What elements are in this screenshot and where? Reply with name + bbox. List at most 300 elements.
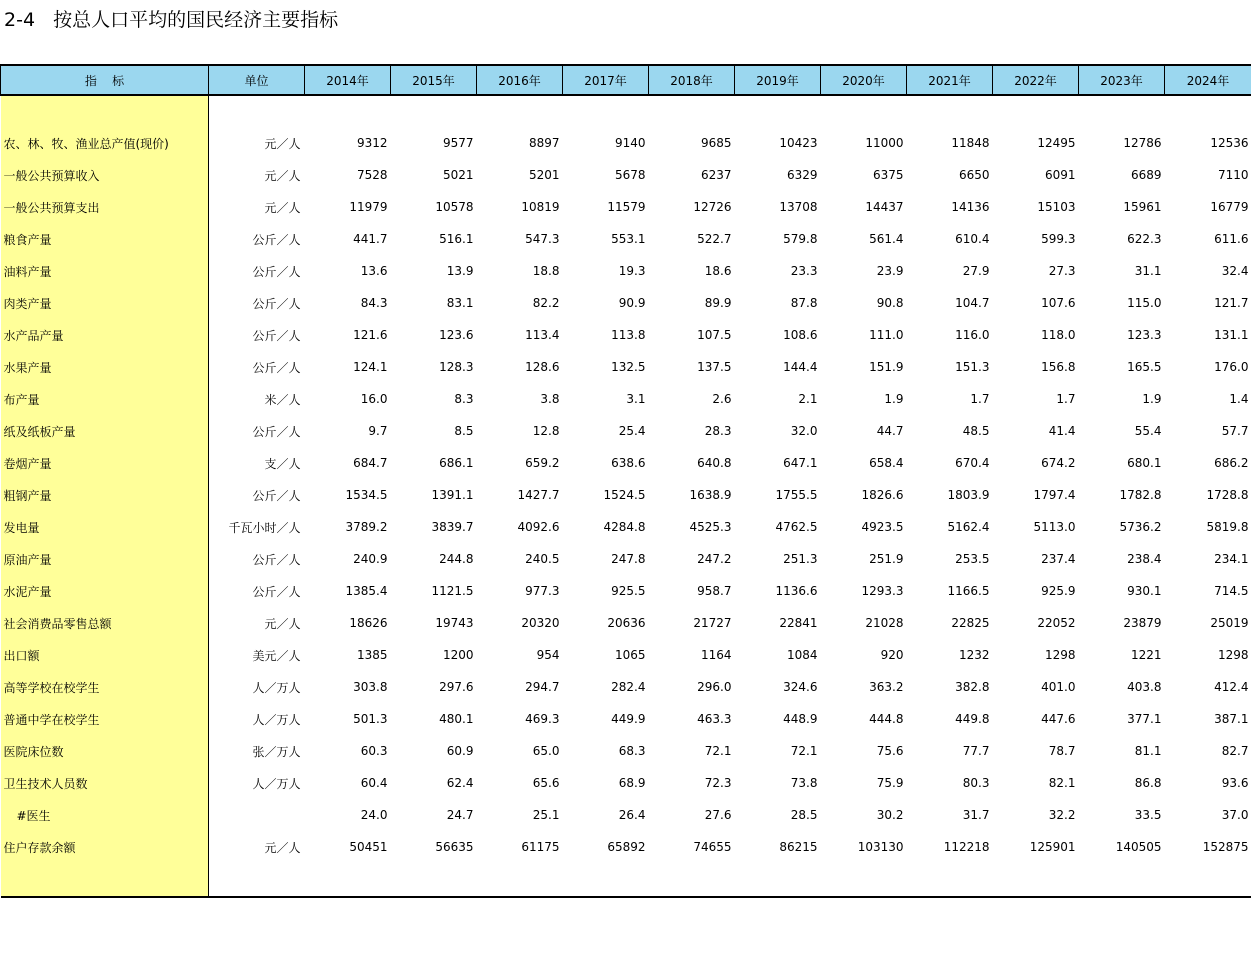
value-cell: 123.6 xyxy=(439,328,474,342)
value-cell: 1.7 xyxy=(1056,392,1076,406)
value-cell: 156.8 xyxy=(1041,360,1076,374)
value-cell: 61175 xyxy=(521,840,560,854)
value-cell: 65892 xyxy=(607,840,646,854)
value-cell: 1221 xyxy=(1130,648,1162,662)
indicator-unit: 元／人 xyxy=(264,136,301,151)
value-cell: 48.5 xyxy=(962,424,990,438)
value-cell: 60.9 xyxy=(446,744,474,758)
value-cell: 113.8 xyxy=(611,328,646,342)
value-cell: 57.7 xyxy=(1221,424,1249,438)
value-cell: 16.0 xyxy=(360,392,388,406)
value-cell: 647.1 xyxy=(783,456,818,470)
value-cell: 9577 xyxy=(442,136,474,150)
table-row xyxy=(1,639,1251,671)
value-cell: 23.3 xyxy=(790,264,818,278)
value-cell: 68.3 xyxy=(618,744,646,758)
value-cell: 253.5 xyxy=(955,552,990,566)
value-cell: 20320 xyxy=(521,616,560,630)
indicator-name: 肉类产量 xyxy=(1,287,209,319)
header-year: 2022年 xyxy=(993,65,1079,95)
value-cell: 610.4 xyxy=(955,232,990,246)
value-cell: 1803.9 xyxy=(947,488,990,502)
value-cell: 9.7 xyxy=(368,424,388,438)
value-cell: 32.2 xyxy=(1048,808,1076,822)
indicator-unit: 公斤／人 xyxy=(252,232,301,247)
value-cell: 9140 xyxy=(614,136,646,150)
value-cell: 73.8 xyxy=(790,776,818,790)
value-cell: 128.6 xyxy=(525,360,560,374)
value-cell: 9685 xyxy=(700,136,732,150)
value-cell: 25.4 xyxy=(618,424,646,438)
value-cell: 2.6 xyxy=(712,392,732,406)
value-cell: 107.6 xyxy=(1041,296,1076,310)
value-cell: 240.5 xyxy=(525,552,560,566)
value-cell: 444.8 xyxy=(869,712,904,726)
value-cell: 447.6 xyxy=(1041,712,1076,726)
value-cell: 247.2 xyxy=(697,552,732,566)
indicator-name: 粮食产量 xyxy=(1,223,209,255)
value-cell: 72.1 xyxy=(790,744,818,758)
table-body xyxy=(1,95,1251,897)
value-cell: 658.4 xyxy=(869,456,904,470)
value-cell: 81.1 xyxy=(1134,744,1162,758)
table-row xyxy=(1,351,1251,383)
value-cell: 77.7 xyxy=(962,744,990,758)
indicator-table xyxy=(0,64,1251,898)
table-row xyxy=(1,383,1251,415)
indicator-name: #医生 xyxy=(1,799,209,831)
value-cell: 60.3 xyxy=(360,744,388,758)
value-cell: 449.8 xyxy=(955,712,990,726)
indicator-name: 纸及纸板产量 xyxy=(1,415,209,447)
value-cell: 640.8 xyxy=(697,456,732,470)
value-cell: 1298 xyxy=(1044,648,1076,662)
indicator-unit: 人／万人 xyxy=(252,776,301,791)
indicator-name: 原油产量 xyxy=(1,543,209,575)
value-cell: 137.5 xyxy=(697,360,732,374)
value-cell: 21028 xyxy=(865,616,904,630)
value-cell: 90.8 xyxy=(876,296,904,310)
value-cell: 151.9 xyxy=(869,360,904,374)
value-cell: 12495 xyxy=(1037,136,1076,150)
value-cell: 680.1 xyxy=(1127,456,1162,470)
value-cell: 2.1 xyxy=(798,392,818,406)
value-cell: 132.5 xyxy=(611,360,646,374)
value-cell: 1427.7 xyxy=(517,488,560,502)
value-cell: 56635 xyxy=(435,840,474,854)
table-header-row xyxy=(1,65,1251,95)
header-year: 2016年 xyxy=(477,65,563,95)
spacer-cell xyxy=(1,863,209,897)
indicator-unit: 人／万人 xyxy=(252,680,301,695)
value-cell: 686.1 xyxy=(439,456,474,470)
value-cell: 1.7 xyxy=(970,392,990,406)
value-cell: 1.9 xyxy=(1142,392,1162,406)
value-cell: 14136 xyxy=(951,200,990,214)
value-cell: 125901 xyxy=(1029,840,1076,854)
value-cell: 15103 xyxy=(1037,200,1076,214)
value-cell: 251.9 xyxy=(869,552,904,566)
value-cell: 108.6 xyxy=(783,328,818,342)
value-cell: 547.3 xyxy=(525,232,560,246)
table-row xyxy=(1,287,1251,319)
value-cell: 33.5 xyxy=(1134,808,1162,822)
table-row xyxy=(1,735,1251,767)
header-year: 2019年 xyxy=(735,65,821,95)
value-cell: 27.9 xyxy=(962,264,990,278)
value-cell: 72.3 xyxy=(704,776,732,790)
value-cell: 522.7 xyxy=(697,232,732,246)
value-cell: 1797.4 xyxy=(1033,488,1076,502)
value-cell: 234.1 xyxy=(1214,552,1249,566)
value-cell: 1755.5 xyxy=(775,488,818,502)
value-cell: 8.3 xyxy=(454,392,474,406)
value-cell: 60.4 xyxy=(360,776,388,790)
value-cell: 28.5 xyxy=(790,808,818,822)
header-year: 2020年 xyxy=(821,65,907,95)
value-cell: 251.3 xyxy=(783,552,818,566)
value-cell: 6237 xyxy=(700,168,732,182)
value-cell: 7110 xyxy=(1217,168,1249,182)
value-cell: 1232 xyxy=(958,648,990,662)
value-cell: 4923.5 xyxy=(861,520,904,534)
value-cell: 31.7 xyxy=(962,808,990,822)
value-cell: 686.2 xyxy=(1214,456,1249,470)
value-cell: 659.2 xyxy=(525,456,560,470)
value-cell: 1200 xyxy=(442,648,474,662)
value-cell: 123.3 xyxy=(1127,328,1162,342)
value-cell: 3.1 xyxy=(626,392,646,406)
value-cell: 10423 xyxy=(779,136,818,150)
value-cell: 1385 xyxy=(356,648,388,662)
page-title: 2-4 按总人口平均的国民经济主要指标 xyxy=(4,9,339,31)
table-row xyxy=(1,447,1251,479)
value-cell: 131.1 xyxy=(1214,328,1249,342)
value-cell: 401.0 xyxy=(1041,680,1076,694)
value-cell: 16779 xyxy=(1210,200,1249,214)
value-cell: 387.1 xyxy=(1214,712,1249,726)
value-cell: 5162.4 xyxy=(947,520,990,534)
value-cell: 118.0 xyxy=(1041,328,1076,342)
table-row xyxy=(1,831,1251,863)
value-cell: 5021 xyxy=(442,168,474,182)
value-cell: 12.8 xyxy=(532,424,560,438)
table-row xyxy=(1,767,1251,799)
value-cell: 1385.4 xyxy=(345,584,388,598)
header-year: 2015年 xyxy=(391,65,477,95)
table-row xyxy=(1,415,1251,447)
value-cell: 86.8 xyxy=(1134,776,1162,790)
value-cell: 18626 xyxy=(349,616,388,630)
value-cell: 977.3 xyxy=(525,584,560,598)
value-cell: 20636 xyxy=(607,616,646,630)
value-cell: 62.4 xyxy=(446,776,474,790)
value-cell: 115.0 xyxy=(1127,296,1162,310)
value-cell: 24.7 xyxy=(446,808,474,822)
value-cell: 10578 xyxy=(435,200,474,214)
value-cell: 84.3 xyxy=(360,296,388,310)
value-cell: 89.9 xyxy=(704,296,732,310)
value-cell: 151.3 xyxy=(955,360,990,374)
value-cell: 82.7 xyxy=(1221,744,1249,758)
value-cell: 65.0 xyxy=(532,744,560,758)
value-cell: 480.1 xyxy=(439,712,474,726)
value-cell: 13708 xyxy=(779,200,818,214)
indicator-name: 一般公共预算收入 xyxy=(1,159,209,191)
table-row xyxy=(1,607,1251,639)
value-cell: 11848 xyxy=(951,136,990,150)
header-unit: 单位 xyxy=(209,65,305,95)
table-row xyxy=(1,511,1251,543)
value-cell: 6375 xyxy=(872,168,904,182)
header-year: 2018年 xyxy=(649,65,735,95)
value-cell: 74655 xyxy=(693,840,732,854)
indicator-unit: 公斤／人 xyxy=(252,424,301,439)
value-cell: 240.9 xyxy=(353,552,388,566)
value-cell: 22052 xyxy=(1037,616,1076,630)
value-cell: 113.4 xyxy=(525,328,560,342)
value-cell: 86215 xyxy=(779,840,818,854)
indicator-unit xyxy=(209,799,305,831)
indicator-unit: 元／人 xyxy=(264,200,301,215)
value-cell: 3.8 xyxy=(540,392,560,406)
value-cell: 448.9 xyxy=(783,712,818,726)
indicator-name: 社会消费品零售总额 xyxy=(1,607,209,639)
indicator-name: 医院床位数 xyxy=(1,735,209,767)
value-cell: 1.4 xyxy=(1229,392,1249,406)
value-cell: 377.1 xyxy=(1127,712,1162,726)
value-cell: 441.7 xyxy=(353,232,388,246)
value-cell: 3839.7 xyxy=(431,520,474,534)
value-cell: 31.1 xyxy=(1134,264,1162,278)
value-cell: 9312 xyxy=(356,136,388,150)
value-cell: 599.3 xyxy=(1041,232,1076,246)
table-row xyxy=(1,319,1251,351)
spacer-cell xyxy=(1,95,209,127)
value-cell: 26.4 xyxy=(618,808,646,822)
value-cell: 1166.5 xyxy=(947,584,990,598)
value-cell: 1298 xyxy=(1217,648,1249,662)
header-indicator: 指 标 xyxy=(1,65,209,95)
value-cell: 21727 xyxy=(693,616,732,630)
value-cell: 5201 xyxy=(528,168,560,182)
value-cell: 6689 xyxy=(1130,168,1162,182)
value-cell: 8.5 xyxy=(454,424,474,438)
indicator-unit: 元／人 xyxy=(264,616,301,631)
indicator-name: 油料产量 xyxy=(1,255,209,287)
value-cell: 124.1 xyxy=(353,360,388,374)
value-cell: 121.7 xyxy=(1214,296,1249,310)
value-cell: 449.9 xyxy=(611,712,646,726)
indicator-name: 高等学校在校学生 xyxy=(1,671,209,703)
table-row xyxy=(1,191,1251,223)
value-cell: 41.4 xyxy=(1048,424,1076,438)
value-cell: 72.1 xyxy=(704,744,732,758)
value-cell: 1638.9 xyxy=(689,488,732,502)
value-cell: 25019 xyxy=(1210,616,1249,630)
value-cell: 32.0 xyxy=(790,424,818,438)
value-cell: 8897 xyxy=(528,136,560,150)
value-cell: 11979 xyxy=(349,200,388,214)
value-cell: 65.6 xyxy=(532,776,560,790)
value-cell: 412.4 xyxy=(1214,680,1249,694)
value-cell: 622.3 xyxy=(1127,232,1162,246)
indicator-unit: 公斤／人 xyxy=(252,488,301,503)
value-cell: 324.6 xyxy=(783,680,818,694)
value-cell: 561.4 xyxy=(869,232,904,246)
value-cell: 4284.8 xyxy=(603,520,646,534)
indicator-unit: 美元／人 xyxy=(252,648,301,663)
header-year: 2014年 xyxy=(305,65,391,95)
table-row xyxy=(1,127,1251,159)
value-cell: 5819.8 xyxy=(1206,520,1249,534)
spacer-cell xyxy=(209,863,1251,897)
value-cell: 165.5 xyxy=(1127,360,1162,374)
value-cell: 176.0 xyxy=(1214,360,1249,374)
value-cell: 247.8 xyxy=(611,552,646,566)
table-row xyxy=(1,543,1251,575)
header-year: 2023年 xyxy=(1079,65,1165,95)
table-row xyxy=(1,159,1251,191)
value-cell: 116.0 xyxy=(955,328,990,342)
header-year: 2024年 xyxy=(1165,65,1251,95)
value-cell: 23.9 xyxy=(876,264,904,278)
indicator-name: 水产品产量 xyxy=(1,319,209,351)
value-cell: 1084 xyxy=(786,648,818,662)
value-cell: 140505 xyxy=(1115,840,1162,854)
value-cell: 55.4 xyxy=(1134,424,1162,438)
value-cell: 297.6 xyxy=(439,680,474,694)
value-cell: 670.4 xyxy=(955,456,990,470)
indicator-name: 布产量 xyxy=(1,383,209,415)
value-cell: 1065 xyxy=(614,648,646,662)
value-cell: 303.8 xyxy=(353,680,388,694)
value-cell: 103130 xyxy=(857,840,904,854)
indicator-name: 卫生技术人员数 xyxy=(1,767,209,799)
indicator-name: 普通中学在校学生 xyxy=(1,703,209,735)
value-cell: 87.8 xyxy=(790,296,818,310)
value-cell: 50451 xyxy=(349,840,388,854)
table-row xyxy=(1,575,1251,607)
indicator-unit: 千瓦小时／人 xyxy=(228,520,301,535)
value-cell: 674.2 xyxy=(1041,456,1076,470)
value-cell: 1.9 xyxy=(884,392,904,406)
value-cell: 6329 xyxy=(786,168,818,182)
value-cell: 1136.6 xyxy=(775,584,818,598)
value-cell: 10819 xyxy=(521,200,560,214)
value-cell: 6091 xyxy=(1044,168,1076,182)
value-cell: 128.3 xyxy=(439,360,474,374)
value-cell: 7528 xyxy=(356,168,388,182)
header-year: 2017年 xyxy=(563,65,649,95)
value-cell: 24.0 xyxy=(360,808,388,822)
value-cell: 107.5 xyxy=(697,328,732,342)
table-row xyxy=(1,671,1251,703)
value-cell: 13.9 xyxy=(446,264,474,278)
value-cell: 638.6 xyxy=(611,456,646,470)
value-cell: 1728.8 xyxy=(1206,488,1249,502)
value-cell: 501.3 xyxy=(353,712,388,726)
value-cell: 112218 xyxy=(943,840,990,854)
value-cell: 37.0 xyxy=(1221,808,1249,822)
indicator-name: 农、林、牧、渔业总产值(现价) xyxy=(1,127,209,159)
value-cell: 237.4 xyxy=(1041,552,1076,566)
indicator-unit: 公斤／人 xyxy=(252,552,301,567)
indicator-unit: 支／人 xyxy=(264,456,301,471)
table-row xyxy=(1,223,1251,255)
value-cell: 244.8 xyxy=(439,552,474,566)
value-cell: 14437 xyxy=(865,200,904,214)
value-cell: 90.9 xyxy=(618,296,646,310)
value-cell: 714.5 xyxy=(1214,584,1249,598)
value-cell: 22825 xyxy=(951,616,990,630)
value-cell: 82.2 xyxy=(532,296,560,310)
indicator-unit: 人／万人 xyxy=(252,712,301,727)
value-cell: 93.6 xyxy=(1221,776,1249,790)
value-cell: 1534.5 xyxy=(345,488,388,502)
value-cell: 294.7 xyxy=(525,680,560,694)
value-cell: 954 xyxy=(536,648,560,662)
value-cell: 12726 xyxy=(693,200,732,214)
value-cell: 75.9 xyxy=(876,776,904,790)
indicator-name: 粗钢产量 xyxy=(1,479,209,511)
value-cell: 104.7 xyxy=(955,296,990,310)
indicator-name: 住户存款余额 xyxy=(1,831,209,863)
indicator-unit: 张／万人 xyxy=(252,744,301,759)
value-cell: 5736.2 xyxy=(1119,520,1162,534)
indicator-name: 出口额 xyxy=(1,639,209,671)
value-cell: 516.1 xyxy=(439,232,474,246)
value-cell: 28.3 xyxy=(704,424,732,438)
table-row xyxy=(1,703,1251,735)
value-cell: 925.9 xyxy=(1041,584,1076,598)
value-cell: 1293.3 xyxy=(861,584,904,598)
value-cell: 13.6 xyxy=(360,264,388,278)
value-cell: 1782.8 xyxy=(1119,488,1162,502)
value-cell: 920 xyxy=(880,648,904,662)
value-cell: 611.6 xyxy=(1214,232,1249,246)
value-cell: 32.4 xyxy=(1221,264,1249,278)
value-cell: 82.1 xyxy=(1048,776,1076,790)
value-cell: 3789.2 xyxy=(345,520,388,534)
value-cell: 44.7 xyxy=(876,424,904,438)
indicator-name: 水果产量 xyxy=(1,351,209,383)
spacer-cell xyxy=(209,95,1251,127)
value-cell: 4525.3 xyxy=(689,520,732,534)
indicator-name: 水泥产量 xyxy=(1,575,209,607)
value-cell: 463.3 xyxy=(697,712,732,726)
value-cell: 6650 xyxy=(958,168,990,182)
value-cell: 553.1 xyxy=(611,232,646,246)
value-cell: 579.8 xyxy=(783,232,818,246)
indicator-name: 一般公共预算支出 xyxy=(1,191,209,223)
value-cell: 1826.6 xyxy=(861,488,904,502)
value-cell: 30.2 xyxy=(876,808,904,822)
value-cell: 27.6 xyxy=(704,808,732,822)
table-row xyxy=(1,479,1251,511)
value-cell: 5113.0 xyxy=(1033,520,1076,534)
value-cell: 1164 xyxy=(700,648,732,662)
indicator-unit: 元／人 xyxy=(264,168,301,183)
value-cell: 23879 xyxy=(1123,616,1162,630)
value-cell: 1391.1 xyxy=(431,488,474,502)
value-cell: 80.3 xyxy=(962,776,990,790)
value-cell: 469.3 xyxy=(525,712,560,726)
value-cell: 78.7 xyxy=(1048,744,1076,758)
value-cell: 296.0 xyxy=(697,680,732,694)
value-cell: 12536 xyxy=(1210,136,1249,150)
value-cell: 152875 xyxy=(1202,840,1249,854)
